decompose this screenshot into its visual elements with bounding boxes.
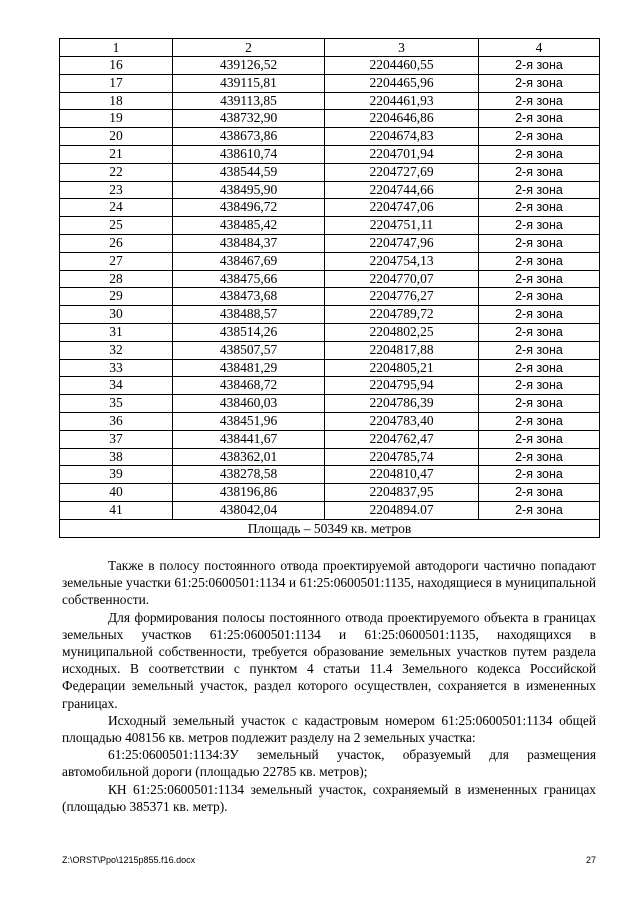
zone-cell: 2-я зона — [479, 217, 600, 235]
point-number-cell: 26 — [60, 234, 173, 252]
table-row — [60, 217, 600, 235]
zone-cell: 2-я зона — [479, 145, 600, 163]
y-coordinate-cell: 2204770,07 — [325, 270, 479, 288]
zone-cell: 2-я зона — [479, 359, 600, 377]
x-coordinate-cell: 439113,85 — [173, 92, 325, 110]
y-coordinate-cell: 2204837,95 — [325, 484, 479, 502]
zone-cell: 2-я зона — [479, 341, 600, 359]
x-coordinate-cell: 438514,26 — [173, 323, 325, 341]
point-number-cell: 27 — [60, 252, 173, 270]
zone-cell: 2-я зона — [479, 74, 600, 92]
x-coordinate-cell: 438484,37 — [173, 234, 325, 252]
paragraph: 61:25:0600501:1134:ЗУ земельный участок, образуемый для размещения автомобильной дороги (площадью 22785 кв. метров); — [62, 747, 596, 780]
zone-cell: 2-я зона — [479, 466, 600, 484]
table-row — [60, 270, 600, 288]
zone-cell: 2-я зона — [479, 270, 600, 288]
x-coordinate-cell: 438362,01 — [173, 448, 325, 466]
point-number-cell: 17 — [60, 74, 173, 92]
zone-cell: 2-я зона — [479, 395, 600, 413]
paragraph: Исходный земельный участок с кадастровым номером 61:25:0600501:1134 общей площадью 408156 кв. метров подлежит разделу на 2 земельных участка: — [62, 712, 596, 746]
y-coordinate-cell: 2204674,83 — [325, 128, 479, 146]
x-coordinate-cell: 438496,72 — [173, 199, 325, 217]
table-row — [60, 74, 600, 92]
y-coordinate-cell: 2204754,13 — [325, 252, 479, 270]
coordinates-table-body — [60, 39, 600, 538]
table-row — [60, 412, 600, 430]
header-cell-3: 3 — [325, 39, 479, 57]
table-row — [60, 323, 600, 341]
y-coordinate-cell: 2204802,25 — [325, 323, 479, 341]
y-coordinate-cell: 2204783,40 — [325, 412, 479, 430]
table-row — [60, 199, 600, 217]
paragraph: КН 61:25:0600501:1134 земельный участок, сохраняемый в измененных границах (площадью 385371 кв. метр). — [62, 781, 596, 814]
y-coordinate-cell: 2204747,96 — [325, 234, 479, 252]
x-coordinate-cell: 438460,03 — [173, 395, 325, 413]
y-coordinate-cell: 2204894.07 — [325, 501, 479, 519]
point-number-cell: 18 — [60, 92, 173, 110]
y-coordinate-cell: 2204810,47 — [325, 466, 479, 484]
table-row — [60, 395, 600, 413]
x-coordinate-cell: 438278,58 — [173, 466, 325, 484]
y-coordinate-cell: 2204817,88 — [325, 341, 479, 359]
table-row — [60, 110, 600, 128]
zone-cell: 2-я зона — [479, 234, 600, 252]
y-coordinate-cell: 2204747,06 — [325, 199, 479, 217]
zone-cell: 2-я зона — [479, 377, 600, 395]
point-number-cell: 20 — [60, 128, 173, 146]
x-coordinate-cell: 438468,72 — [173, 377, 325, 395]
point-number-cell: 37 — [60, 430, 173, 448]
table-row — [60, 288, 600, 306]
point-number-cell: 31 — [60, 323, 173, 341]
point-number-cell: 28 — [60, 270, 173, 288]
point-number-cell: 32 — [60, 341, 173, 359]
x-coordinate-cell: 438475,66 — [173, 270, 325, 288]
point-number-cell: 29 — [60, 288, 173, 306]
point-number-cell: 16 — [60, 57, 173, 75]
point-number-cell: 30 — [60, 306, 173, 324]
point-number-cell: 34 — [60, 377, 173, 395]
y-coordinate-cell: 2204461,93 — [325, 92, 479, 110]
table-row — [60, 252, 600, 270]
zone-cell: 2-я зона — [479, 288, 600, 306]
x-coordinate-cell: 438451,96 — [173, 412, 325, 430]
zone-cell: 2-я зона — [479, 306, 600, 324]
point-number-cell: 41 — [60, 501, 173, 519]
header-cell-2: 2 — [173, 39, 325, 57]
x-coordinate-cell: 438732,90 — [173, 110, 325, 128]
header-cell-4: 4 — [479, 39, 600, 57]
x-coordinate-cell: 438481,29 — [173, 359, 325, 377]
zone-cell: 2-я зона — [479, 92, 600, 110]
zone-cell: 2-я зона — [479, 448, 600, 466]
zone-cell: 2-я зона — [479, 430, 600, 448]
table-row — [60, 181, 600, 199]
y-coordinate-cell: 2204727,69 — [325, 163, 479, 181]
table-row — [60, 448, 600, 466]
point-number-cell: 36 — [60, 412, 173, 430]
y-coordinate-cell: 2204795,94 — [325, 377, 479, 395]
table-row — [60, 92, 600, 110]
x-coordinate-cell: 438507,57 — [173, 341, 325, 359]
zone-cell: 2-я зона — [479, 199, 600, 217]
table-row — [60, 234, 600, 252]
y-coordinate-cell: 2204805,21 — [325, 359, 479, 377]
zone-cell: 2-я зона — [479, 128, 600, 146]
zone-cell: 2-я зона — [479, 412, 600, 430]
x-coordinate-cell: 438610,74 — [173, 145, 325, 163]
table-header-row — [60, 39, 600, 57]
y-coordinate-cell: 2204785,74 — [325, 448, 479, 466]
point-number-cell: 23 — [60, 181, 173, 199]
footer-file-path: Z:\ORST\Ppo\1215p855.f16.docx — [62, 855, 196, 865]
zone-cell: 2-я зона — [479, 323, 600, 341]
table-row — [60, 501, 600, 519]
x-coordinate-cell: 438495,90 — [173, 181, 325, 199]
x-coordinate-cell: 438467,69 — [173, 252, 325, 270]
point-number-cell: 35 — [60, 395, 173, 413]
y-coordinate-cell: 2204646,86 — [325, 110, 479, 128]
table-row — [60, 430, 600, 448]
page-number: 27 — [585, 855, 596, 865]
y-coordinate-cell: 2204786,39 — [325, 395, 479, 413]
y-coordinate-cell: 2204762,47 — [325, 430, 479, 448]
x-coordinate-cell: 438196,86 — [173, 484, 325, 502]
x-coordinate-cell: 438473,68 — [173, 288, 325, 306]
y-coordinate-cell: 2204744,66 — [325, 181, 479, 199]
table-row — [60, 359, 600, 377]
paragraph: Для формирования полосы постоянного отвода проектируемого объекта в границах земельных участков 61:25:0600501:1134 и 61:25:0600501:1135, находящихся в муниципальной собственности, требуется образование земельных участков путем раздела исходных. В соответствии с пунктом 4 статьи 11.4 Земельного кодекса Российской Федерации земельный участок, раздел которого осуществлен, сохраняется в измененных границах. — [62, 609, 596, 711]
coordinates-table — [59, 38, 600, 538]
page-footer — [62, 855, 596, 869]
zone-cell: 2-я зона — [479, 57, 600, 75]
point-number-cell: 21 — [60, 145, 173, 163]
y-coordinate-cell: 2204776,27 — [325, 288, 479, 306]
zone-cell: 2-я зона — [479, 252, 600, 270]
y-coordinate-cell: 2204465,96 — [325, 74, 479, 92]
table-row — [60, 341, 600, 359]
x-coordinate-cell: 438488,57 — [173, 306, 325, 324]
x-coordinate-cell: 438042,04 — [173, 501, 325, 519]
x-coordinate-cell: 438544,59 — [173, 163, 325, 181]
table-row — [60, 128, 600, 146]
x-coordinate-cell: 438485,42 — [173, 217, 325, 235]
header-cell-1: 1 — [60, 39, 173, 57]
table-row — [60, 57, 600, 75]
table-row — [60, 466, 600, 484]
x-coordinate-cell: 438441,67 — [173, 430, 325, 448]
point-number-cell: 24 — [60, 199, 173, 217]
zone-cell: 2-я зона — [479, 484, 600, 502]
table-row — [60, 377, 600, 395]
table-row — [60, 145, 600, 163]
table-row — [60, 163, 600, 181]
point-number-cell: 38 — [60, 448, 173, 466]
paragraph: Также в полосу постоянного отвода проектируемой автодороги частично попадают земельные участки 61:25:0600501:1134 и 61:25:0600501:1135, находящиеся в муниципальной собственности. — [62, 558, 596, 608]
x-coordinate-cell: 439126,52 — [173, 57, 325, 75]
zone-cell: 2-я зона — [479, 110, 600, 128]
point-number-cell: 33 — [60, 359, 173, 377]
table-row — [60, 484, 600, 502]
point-number-cell: 19 — [60, 110, 173, 128]
area-total-cell: Площадь – 50349 кв. метров — [60, 519, 600, 537]
zone-cell: 2-я зона — [479, 501, 600, 519]
point-number-cell: 39 — [60, 466, 173, 484]
y-coordinate-cell: 2204701,94 — [325, 145, 479, 163]
point-number-cell: 25 — [60, 217, 173, 235]
x-coordinate-cell: 438673,86 — [173, 128, 325, 146]
y-coordinate-cell: 2204789,72 — [325, 306, 479, 324]
body-text — [62, 557, 596, 815]
y-coordinate-cell: 2204460,55 — [325, 57, 479, 75]
y-coordinate-cell: 2204751,11 — [325, 217, 479, 235]
table-row — [60, 306, 600, 324]
zone-cell: 2-я зона — [479, 181, 600, 199]
area-row — [60, 519, 600, 537]
point-number-cell: 22 — [60, 163, 173, 181]
point-number-cell: 40 — [60, 484, 173, 502]
x-coordinate-cell: 439115,81 — [173, 74, 325, 92]
zone-cell: 2-я зона — [479, 163, 600, 181]
